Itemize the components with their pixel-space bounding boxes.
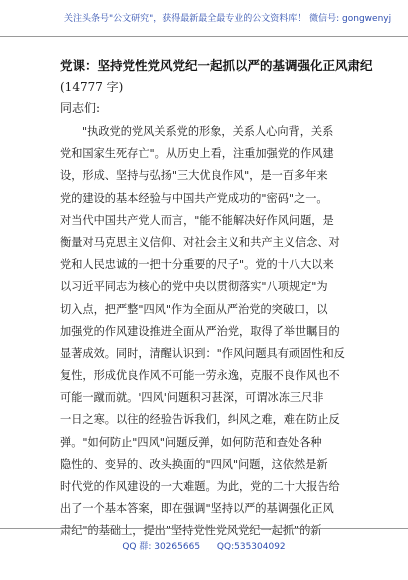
document-title: 党课：坚持党性党风党纪一起抓以严的基调强化正风肃纪 (60, 58, 373, 73)
qq-group-number: QQ 群: 30265665 (122, 542, 201, 552)
body-line: 可能一蹴而就。'四风'问题积习甚深，可谓冰冻三尺非 (60, 391, 324, 405)
body-line: 党和国家生死存亡"。从历史上看，注重加强党的作风建 (60, 147, 334, 161)
body-line: 复性，形成优良作风不可能一劳永逸，克服不良作风也不 (60, 369, 340, 383)
body-line: 一日之寒。以往的经验告诉我们，纠风之难，难在防止反 (60, 413, 340, 427)
body-line: 加强党的作风建设推进全面从严治党，取得了举世瞩目的 (60, 324, 340, 338)
body-line: 出了一个基本答案，即在强调"坚持以严的基调强化正风 (60, 502, 334, 516)
word-count: (14777 字) (60, 80, 124, 94)
body-line: "执政党的党风关系党的形象，关系人心向背，关系 (82, 125, 334, 138)
footer-banner (0, 528, 408, 559)
body-line: 以习近平同志为核心的党中央以贯彻落实"八项规定"为 (60, 280, 328, 294)
header-banner (0, 0, 408, 37)
body-line: 显著成效。同时，清醒认识到："作风问题具有顽固性和反 (60, 346, 345, 360)
salutation: 同志们: (60, 101, 101, 115)
footer-contact (0, 539, 408, 552)
body-line: 肃纪"的基础上，提出"坚持党性党风党纪一起抓"的新 (60, 524, 322, 538)
body-line: 弹。"如何防止"四风"问题反弹，如何防范和查处各种 (60, 435, 322, 449)
body-line: 设，形成、坚持与弘扬"三大优良作风"，是一百多年来 (60, 169, 328, 183)
header-promo-text: 关注头条号"公文研究"，获得最新最全最专业的公文资料库！ 微信号: gongwenyj (64, 14, 392, 24)
qq-number: QQ:535304092 (216, 542, 286, 552)
body-line: 对当代中国共产党人而言，"能不能解决好作风问题，是 (60, 213, 334, 227)
body-line: 党的建设的基本经验与中国共产党成功的"密码"之一。 (60, 191, 328, 205)
body-line: 隐性的、变异的、改头换面的"四风"问题，这依然是新 (60, 457, 328, 471)
body-line: 衡量对马克思主义信仰、对社会主义和共产主义信念、对 (60, 235, 340, 249)
body-line: 切入点，把严整"四风"作为全面从严治党的突破口，以 (60, 302, 328, 316)
document-body (60, 121, 360, 543)
body-line: 时代党的作风建设的一大难题。为此，党的二十大报告给 (60, 480, 340, 493)
body-line: 党和人民忠诚的一把十分重要的尺子"。党的十八大以来 (60, 258, 334, 272)
